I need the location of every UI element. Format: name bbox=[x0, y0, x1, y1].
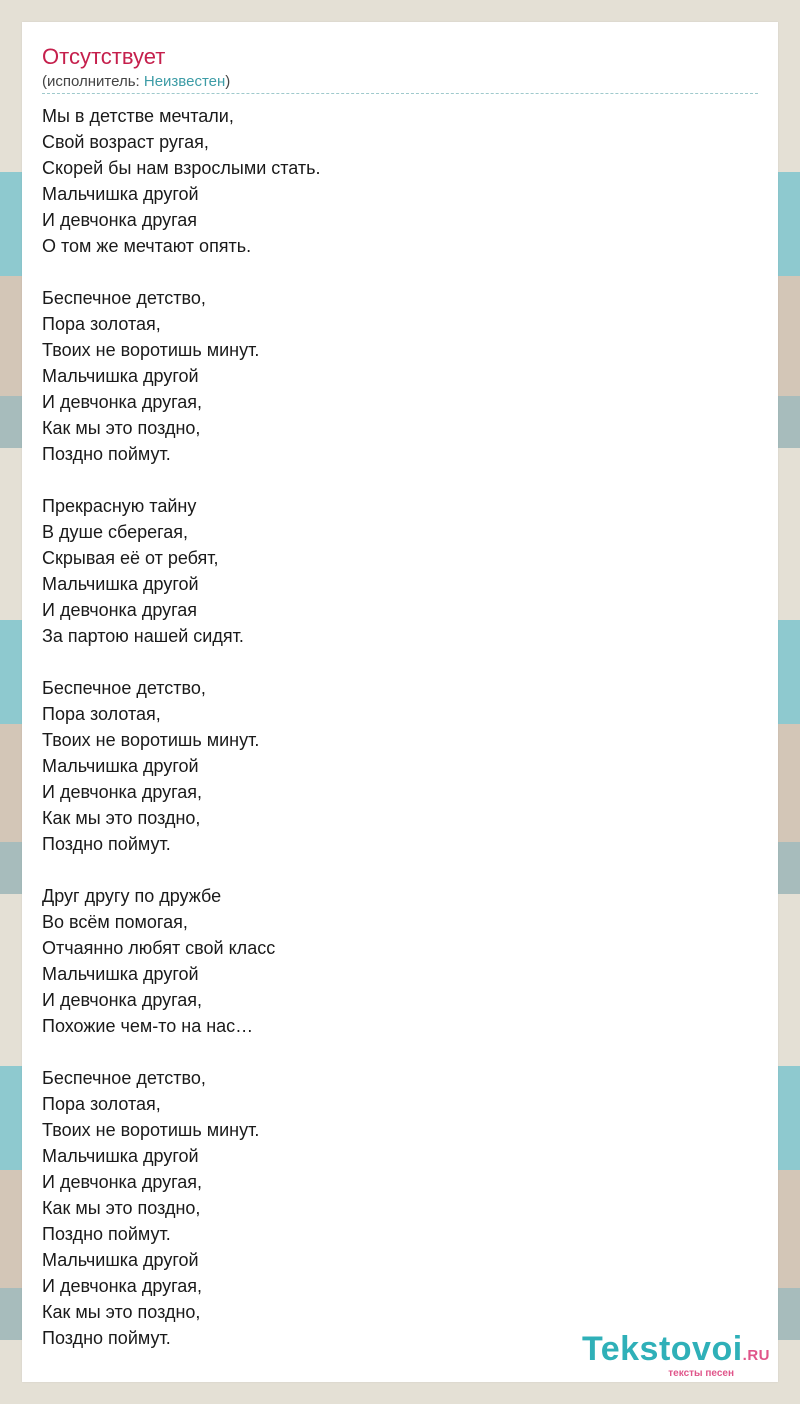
lyric-line: Поздно поймут. bbox=[42, 1224, 171, 1244]
lyric-line: Поздно поймут. bbox=[42, 1328, 171, 1348]
performer-line bbox=[42, 72, 230, 92]
lyric-line: И девчонка другая, bbox=[42, 1276, 203, 1296]
performer-suffix: ) bbox=[225, 73, 231, 90]
lyric-line: Мы в детстве мечтали, bbox=[42, 106, 234, 126]
lyric-line: И девчонка другая, bbox=[42, 782, 203, 802]
lyric-line: Пора золотая, bbox=[42, 704, 161, 724]
lyric-line: И девчонка другая, bbox=[42, 990, 203, 1010]
lyric-line: И девчонка другая, bbox=[42, 392, 203, 412]
song-title: Отсутствует bbox=[42, 44, 166, 69]
lyric-line: О том же мечтают опять. bbox=[42, 236, 252, 256]
title-divider bbox=[42, 93, 758, 94]
performer-prefix: (исполнитель: bbox=[42, 73, 144, 90]
lyric-line bbox=[42, 1039, 321, 1065]
lyric-line: Мальчишка другой bbox=[42, 1146, 199, 1166]
logo-main-text: Tekstovoi bbox=[581, 1330, 743, 1368]
lyric-line: Поздно поймут. bbox=[42, 834, 171, 854]
lyric-line: Во всём помогая, bbox=[42, 912, 188, 932]
lyric-line: Мальчишка другой bbox=[42, 184, 199, 204]
site-logo[interactable] bbox=[582, 1331, 770, 1380]
lyric-line bbox=[42, 857, 321, 883]
lyric-line bbox=[42, 467, 321, 493]
lyric-line: Твоих не воротишь минут. bbox=[42, 730, 260, 750]
lyric-line: И девчонка другая bbox=[42, 210, 198, 230]
logo-tld: .RU bbox=[742, 1347, 770, 1364]
lyric-line: Мальчишка другой bbox=[42, 756, 199, 776]
lyric-line: Беспечное детство, bbox=[42, 288, 206, 308]
lyric-line: Скорей бы нам взрослыми стать. bbox=[42, 158, 321, 178]
lyric-line: Мальчишка другой bbox=[42, 1250, 199, 1270]
lyric-line: Твоих не воротишь минут. bbox=[42, 340, 260, 360]
logo-subtitle: тексты песен bbox=[668, 1368, 734, 1379]
lyric-line bbox=[42, 259, 321, 285]
lyric-line: Поздно поймут. bbox=[42, 444, 171, 464]
lyric-line: Пора золотая, bbox=[42, 1094, 161, 1114]
lyric-line: Твоих не воротишь минут. bbox=[42, 1120, 260, 1140]
lyric-line: Беспечное детство, bbox=[42, 1068, 206, 1088]
lyric-line: Как мы это поздно, bbox=[42, 808, 201, 828]
lyric-line: И девчонка другая bbox=[42, 600, 198, 620]
lyric-line: Отчаянно любят свой класс bbox=[42, 938, 276, 958]
lyric-line: Мальчишка другой bbox=[42, 574, 199, 594]
lyric-line: Друг другу по дружбе bbox=[42, 886, 222, 906]
lyrics-text bbox=[42, 103, 321, 1351]
lyric-line: Как мы это поздно, bbox=[42, 1198, 201, 1218]
performer-link[interactable]: Неизвестен bbox=[143, 73, 226, 90]
lyric-line: Скрывая её от ребят, bbox=[42, 548, 219, 568]
lyric-line: Свой возраст ругая, bbox=[42, 132, 209, 152]
lyric-line: И девчонка другая, bbox=[42, 1172, 203, 1192]
lyric-line: Как мы это поздно, bbox=[42, 418, 201, 438]
lyric-line: Мальчишка другой bbox=[42, 366, 199, 386]
lyric-line: Как мы это поздно, bbox=[42, 1302, 201, 1322]
lyric-line: Беспечное детство, bbox=[42, 678, 206, 698]
lyric-line: Прекрасную тайну bbox=[42, 496, 197, 516]
lyric-line: В душе сберегая, bbox=[42, 522, 189, 542]
lyrics-card bbox=[22, 22, 778, 1382]
lyric-line bbox=[42, 649, 321, 675]
lyric-line: Пора золотая, bbox=[42, 314, 161, 334]
lyric-line: Мальчишка другой bbox=[42, 964, 199, 984]
lyric-line: За партою нашей сидят. bbox=[42, 626, 244, 646]
lyric-line: Похожие чем-то на нас… bbox=[42, 1016, 254, 1036]
